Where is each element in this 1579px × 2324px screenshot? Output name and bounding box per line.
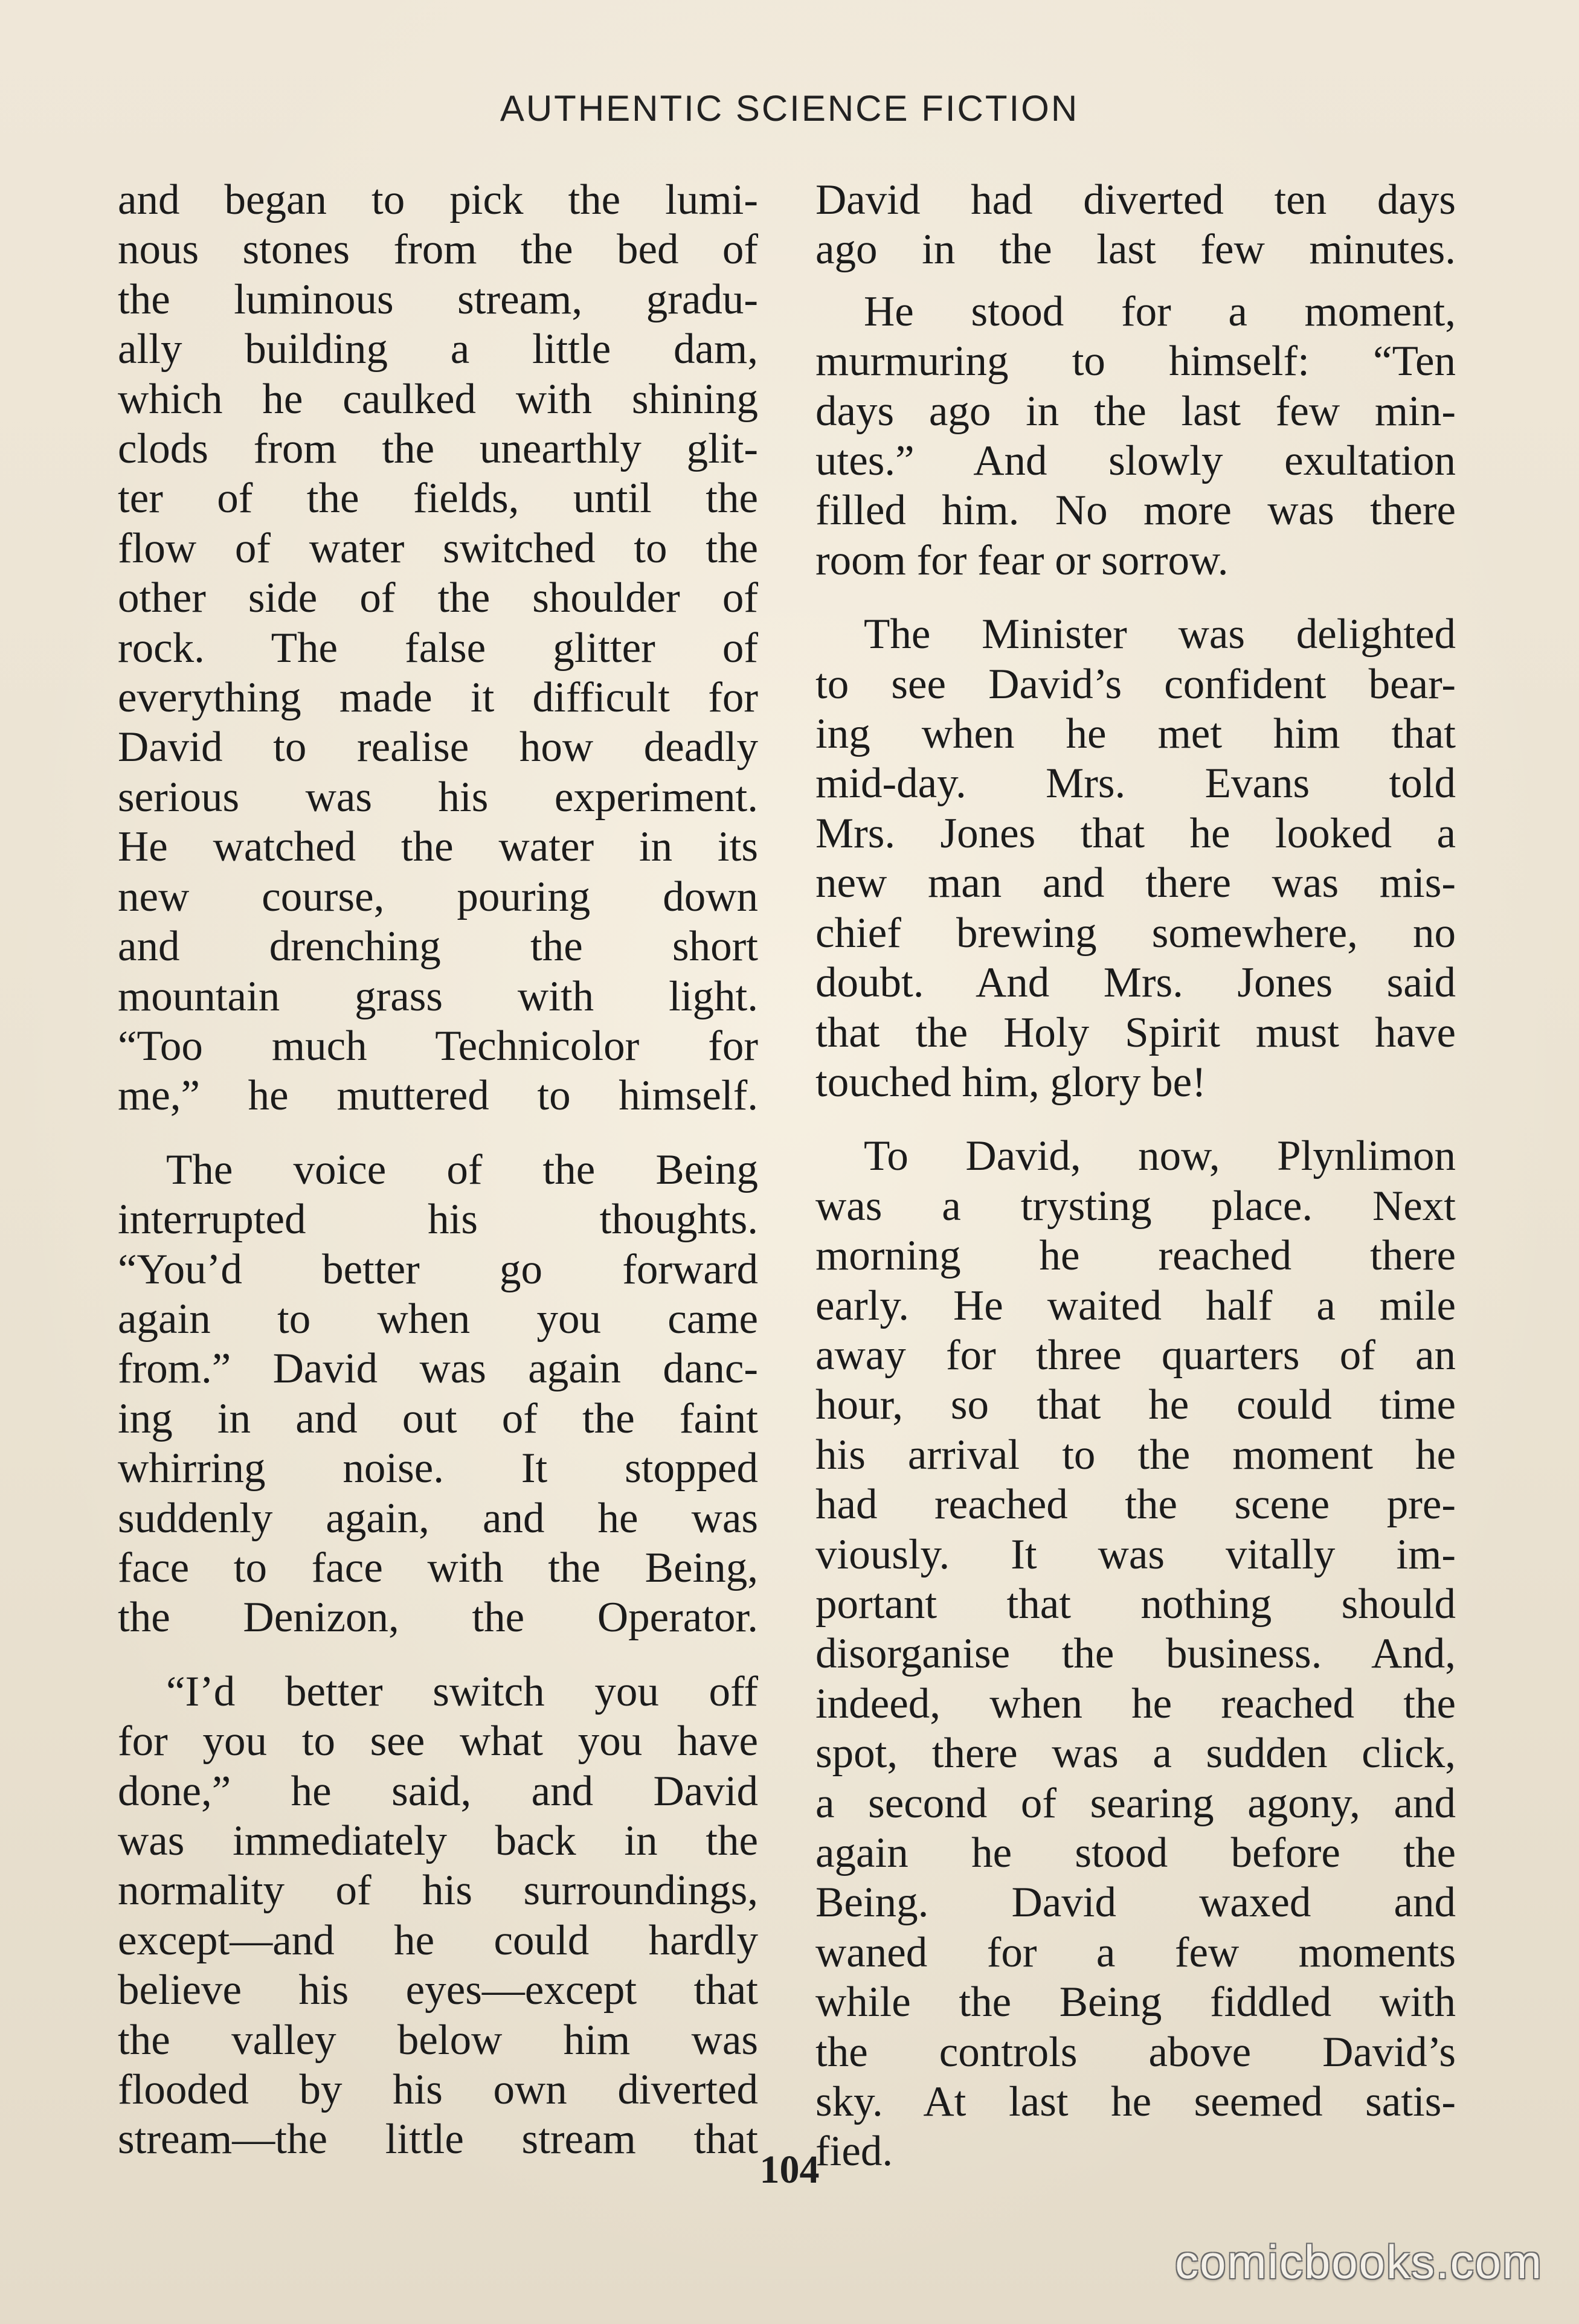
text-line: was a trysting place. Next — [815, 1182, 1456, 1230]
text-line: viously. It was vitally im- — [815, 1530, 1456, 1578]
text-line: room for fear or sorrow. — [815, 536, 1229, 584]
text-line: murmuring to himself: “Ten — [815, 338, 1456, 385]
text-line: again to when you came — [118, 1295, 758, 1343]
text-line: He stood for a moment, — [864, 287, 1456, 335]
text-line: ing when he met him that — [815, 710, 1456, 758]
text-line: He watched the water in its — [118, 823, 758, 871]
text-line: to see David’s confident bear- — [815, 660, 1456, 708]
text-line: me,” he muttered to himself. — [118, 1072, 758, 1120]
text-line: interrupted his thoughts. — [118, 1196, 758, 1244]
right-column — [815, 175, 1456, 2177]
text-line: Mrs. Jones that he looked a — [815, 809, 1456, 857]
text-line: done,” he said, and David — [118, 1767, 758, 1815]
text-line: from.” David was again danc- — [118, 1345, 758, 1393]
text-line: touched him, glory be! — [815, 1058, 1206, 1106]
text-line: that the Holy Spirit must have — [815, 1009, 1456, 1056]
text-line: and drenching the short — [118, 923, 758, 971]
left-column — [118, 175, 758, 2165]
text-line: clods from the unearthly glit- — [118, 425, 758, 473]
text-line: indeed, when he reached the — [815, 1680, 1456, 1727]
text-line: was immediately back in the — [118, 1817, 758, 1864]
paragraph — [815, 609, 1456, 1107]
running-head: AUTHENTIC SCIENCE FICTION — [500, 88, 1079, 129]
text-line: face to face with the Being, — [118, 1544, 758, 1591]
text-line: had reached the scene pre- — [815, 1481, 1456, 1529]
text-line: the Denizon, the Operator. — [118, 1594, 758, 1642]
text-line: mountain grass with light. — [118, 972, 758, 1020]
page-number: 104 — [759, 2148, 820, 2192]
text-line: ally building a little dam, — [118, 326, 758, 373]
text-line: other side of the shoulder of — [118, 574, 758, 622]
text-line: waned for a few moments — [815, 1928, 1456, 1976]
paragraph — [815, 287, 1456, 585]
text-line: again he stood before the — [815, 1829, 1456, 1876]
text-line: David to realise how deadly — [118, 724, 758, 771]
text-line: spot, there was a sudden click, — [815, 1730, 1456, 1777]
text-line: disorganise the business. And, — [815, 1630, 1456, 1678]
text-line: his arrival to the moment he — [815, 1431, 1456, 1478]
text-line: away for three quarters of an — [815, 1331, 1456, 1379]
text-line: ing in and out of the faint — [118, 1395, 758, 1442]
text-line: doubt. And Mrs. Jones said — [815, 959, 1456, 1007]
text-line: morning he reached there — [815, 1232, 1456, 1280]
text-line: sky. At last he seemed satis- — [815, 2078, 1456, 2126]
text-line: the valley below him was — [118, 2016, 758, 2064]
text-line: days ago in the last few min- — [815, 387, 1456, 435]
text-line: which he caulked with shining — [118, 375, 758, 423]
paragraph — [118, 175, 758, 1121]
text-line: “I’d better switch you off — [166, 1668, 758, 1715]
text-line: fied. — [815, 2128, 893, 2175]
text-line: early. He waited half a mile — [815, 1282, 1456, 1329]
text-line: new course, pouring down — [118, 873, 758, 920]
text-line: the controls above David’s — [815, 2028, 1456, 2076]
text-line: mid-day. Mrs. Evans told — [815, 760, 1456, 807]
text-line: while the Being fiddled with — [815, 1979, 1456, 2026]
paragraph — [118, 1667, 758, 2165]
text-line: stream—the little stream that — [118, 2116, 758, 2163]
text-line: utes.” And slowly exultation — [815, 437, 1456, 485]
paragraph — [815, 175, 1456, 275]
text-line: whirring noise. It stopped — [118, 1445, 758, 1492]
text-line: “You’d better go forward — [118, 1245, 758, 1293]
text-line: suddenly again, and he was — [118, 1494, 758, 1542]
text-line: portant that nothing should — [815, 1580, 1456, 1628]
text-line: “Too much Technicolor for — [118, 1022, 758, 1070]
paragraph — [118, 1145, 758, 1643]
watermark-logo: comicbooks.com — [1175, 2235, 1543, 2288]
text-line: except—and he could hardly — [118, 1916, 758, 1964]
text-line: ter of the fields, until the — [118, 475, 758, 522]
text-line: Being. David waxed and — [815, 1879, 1456, 1927]
text-line: chief brewing somewhere, no — [815, 909, 1456, 957]
text-line: for you to see what you have — [118, 1718, 758, 1765]
text-line: believe his eyes—except that — [118, 1966, 758, 2014]
text-line: and began to pick the lumi- — [118, 176, 758, 223]
text-line: hour, so that he could time — [815, 1381, 1456, 1429]
text-line: a second of searing agony, and — [815, 1779, 1456, 1827]
text-line: everything made it difficult for — [118, 674, 758, 722]
text-line: ago in the last few minutes. — [815, 226, 1456, 274]
text-line: David had diverted ten days — [815, 176, 1456, 223]
text-line: filled him. No more was there — [815, 487, 1456, 534]
text-line: flooded by his own diverted — [118, 2066, 758, 2114]
text-line: the luminous stream, gradu- — [118, 275, 758, 323]
paragraph — [815, 1131, 1456, 2177]
text-line: flow of water switched to the — [118, 524, 758, 572]
text-line: The voice of the Being — [166, 1146, 758, 1193]
text-line: nous stones from the bed of — [118, 226, 758, 274]
text-line: new man and there was mis- — [815, 859, 1456, 907]
text-line: The Minister was delighted — [864, 611, 1456, 658]
text-line: normality of his surroundings, — [118, 1867, 758, 1915]
text-line: To David, now, Plynlimon — [864, 1132, 1456, 1180]
text-line: serious was his experiment. — [118, 773, 758, 821]
text-line: rock. The false glitter of — [118, 624, 758, 672]
